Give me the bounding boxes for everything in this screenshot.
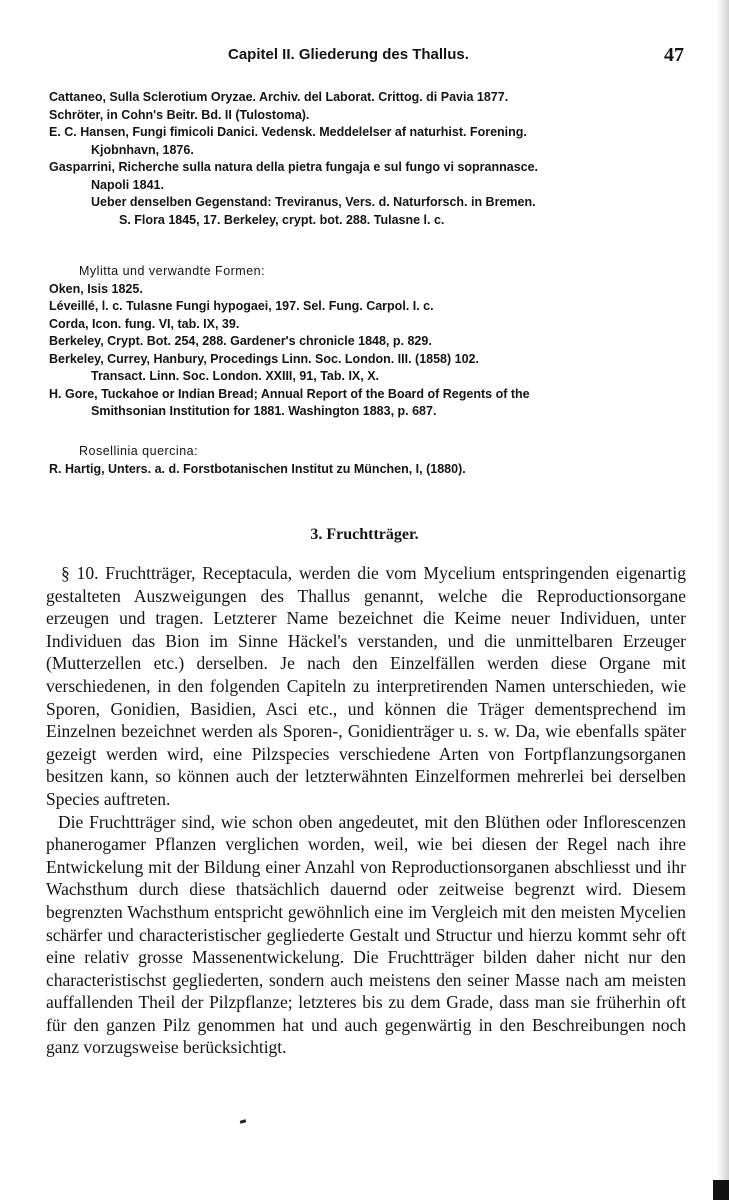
reference-block-2 bbox=[49, 263, 689, 421]
reference-line: S. Flora 1845, 17. Berkeley, crypt. bot. 288. Tulasne l. c. bbox=[119, 212, 445, 227]
reference-line: Léveillé, l. c. Tulasne Fungi hypogaei, 197. Sel. Fung. Carpol. I. c. bbox=[49, 299, 434, 313]
reference-line: E. C. Hansen, Fungi fimicoli Danici. Vedensk. Meddelelser af naturhist. Forening. bbox=[49, 125, 527, 139]
reference-block-3 bbox=[49, 443, 689, 478]
reference-group-label: Mylitta und verwandte Formen: bbox=[79, 264, 266, 278]
reference-line: Napoli 1841. bbox=[91, 177, 164, 192]
reference-line: Corda, Icon. fung. VI, tab. IX, 39. bbox=[49, 316, 240, 331]
reference-line: Berkeley, Crypt. Bot. 254, 288. Gardener's chronicle 1848, p. 829. bbox=[49, 334, 432, 348]
reference-block-1 bbox=[49, 89, 689, 229]
reference-line: R. Hartig, Unters. a. d. Forstbotanischen Institut zu München, I, (1880). bbox=[49, 461, 466, 476]
reference-line: H. Gore, Tuckahoe or Indian Bread; Annual Report of the Board of Regents of the bbox=[49, 386, 530, 401]
ink-mark bbox=[240, 1119, 247, 1123]
running-head bbox=[0, 46, 729, 68]
reference-line: Smithsonian Institution for 1881. Washington 1883, p. 687. bbox=[91, 404, 437, 418]
reference-line: Berkeley, Currey, Hanbury, Procedings Linn. Soc. London. III. (1858) 102. bbox=[49, 351, 479, 366]
section-heading: 3. Fruchtträger. bbox=[310, 526, 419, 543]
running-title: Capitel II. Gliederung des Thallus. bbox=[228, 46, 469, 63]
reference-group-label: Rosellinia quercina: bbox=[79, 444, 199, 458]
reference-line: Oken, Isis 1825. bbox=[49, 281, 143, 296]
page-corner-shadow bbox=[713, 1180, 729, 1200]
reference-line: Ueber denselben Gegenstand: Treviranus, Vers. d. Naturforsch. in Bremen. bbox=[91, 195, 536, 209]
reference-line: Gasparrini, Richerche sulla natura della pietra fungaja e sul fungo vi soprannasce. bbox=[49, 160, 539, 174]
reference-line: Transact. Linn. Soc. London. XXIII, 91, Tab. IX, X. bbox=[91, 369, 380, 383]
page-number: 47 bbox=[664, 44, 684, 66]
body-text bbox=[46, 562, 686, 1059]
reference-line: Cattaneo, Sulla Sclerotium Oryzae. Archiv. del Laborat. Crittog. di Pavia 1877. bbox=[49, 90, 509, 104]
paragraph: Die Fruchtträger sind, wie schon oben angedeutet, mit den Blüthen oder Inflorescenzen phanerogamer Pflanzen verglichen worden, weil, wie bei diesen der Regel nach ihre Entwickelung mit der Bildung einer Anzahl von Reproductionsorganen abschliesst und ihr Wachsthum durch diese thatsächlich dauernd oder zeitweise begrenzt wird. Diesem begrenzten Wachsthum entspricht gewöhnlich eine im Vergleich mit den meisten Mycelien schärfer und characteristischer gegliederte Gestalt und Structur und hierzu kommt sehr oft eine relativ grosse Massenentwickelung. Die Fruchtträger bilden daher nicht nur den characteristischst gegliederten, sondern auch meistens den seiner Masse nach am meisten auffallenden Theil der Pilzpflanze; letzteres bis zu dem Grade, dass man sie früherhin oft für den ganzen Pilz genommen hat und auch gegenwärtig in den Beschreibungen noch ganz vorzugsweise berücksichtigt. bbox=[46, 811, 686, 1058]
reference-line: Kjobnhavn, 1876. bbox=[91, 142, 194, 157]
reference-line: Schröter, in Cohn's Beitr. Bd. II (Tulostoma). bbox=[49, 107, 310, 122]
page-edge-shadow bbox=[717, 0, 729, 1200]
paragraph: § 10. Fruchtträger, Receptacula, werden die vom Mycelium entspringenden eigenartig gestalteten Auszweigungen des Thallus genannt, welche die Reproductionsorgane erzeugen und tragen. Letzterer Name bezeichnet die Keime neuer Individuen, unter Individuen das Bion im Sinne Häckel's verstanden, und die unmittelbaren Erzeuger (Mutterzellen etc.) derselben. Je nach den Einzelfällen werden diese Organe mit verschiedenen, in den folgenden Capiteln zu interpretirenden Namen unterschieden, wie Sporen, Gonidien, Basidien, Asci etc., und können die Träger dementsprechend im Einzelnen bezeichnet werden als Sporen-, Gonidienträger u. s. w. Da, wie ebenfalls später gezeigt werden wird, eine Pilzspecies verschiedene Arten von Fortpflanzungsorganen besitzen kann, so können auch der letzterwähnten Einzelformen mehrerlei bei derselben Species auftreten. bbox=[46, 563, 686, 809]
